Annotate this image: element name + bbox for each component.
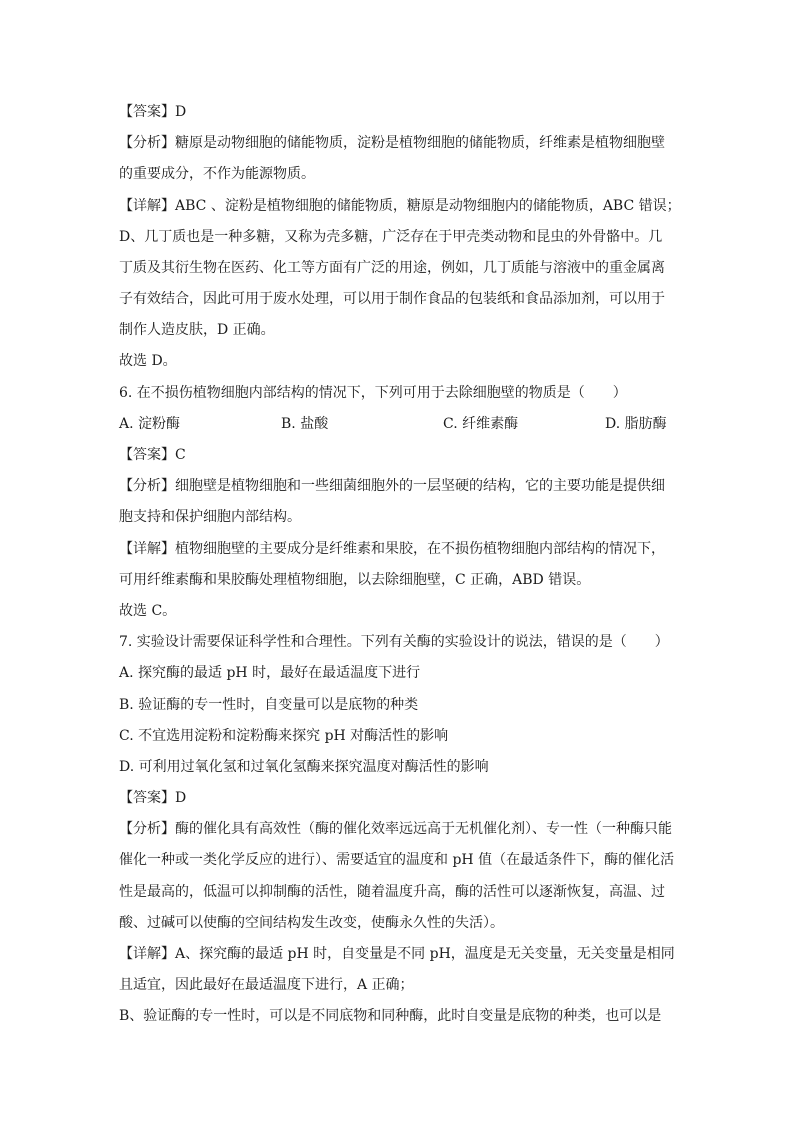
question-6-options [119,414,679,434]
question-6-stem: 6. 在不损伤植物细胞内部结构的情况下，下列可用于去除细胞壁的物质是（ ） [119,385,627,401]
option-d: D. 脂肪酶 [605,416,667,432]
text-line: 催化一种或一类化学反应的进行）、需要适宜的温度和 pH 值（在最适条件下，酶的催化活 [119,852,675,868]
option-d: D. 可利用过氧化氢和过氧化氢酶来探究温度对酶活性的影响 [119,759,489,775]
text-line: 丁质及其衍生物在医药、化工等方面有广泛的用途，例如，几丁质能与溶液中的重金属离 [119,260,665,276]
answer-line: 【答案】D [119,790,187,806]
text-line: 的重要成分，不作为能源物质。 [119,166,315,182]
analysis-line: 【分析】酶的催化具有高效性（酶的催化效率远远高于无机催化剂）、专一性（一种酶只能 [119,821,672,837]
answer-line: 【答案】D [119,104,187,120]
text-line: B、验证酶的专一性时，可以是不同底物和同种酶，此时自变量是底物的种类，也可以是 [119,1008,662,1024]
conclusion-line: 故选 C。 [119,603,177,619]
text-line: D、几丁质也是一种多糖，又称为壳多糖，广泛存在于甲壳类动物和昆虫的外骨骼中。几 [119,229,663,245]
analysis-line: 【分析】细胞壁是植物细胞和一些细菌细胞外的一层坚硬的结构，它的主要功能是提供细 [119,478,665,494]
option-b: B. 验证酶的专一性时，自变量可以是底物的种类 [119,697,419,713]
text-line: 胞支持和保护细胞内部结构。 [119,509,301,525]
option-a: A. 探究酶的最适 pH 时，最好在最适温度下进行 [119,665,421,681]
text-line: 子有效结合，因此可用于废水处理，可以用于制作食品的包装纸和食品添加剂，可以用于 [119,291,665,307]
answer-line: 【答案】C [119,447,186,463]
text-line: 可用纤维素酶和果胶酶处理植物细胞，以去除细胞壁，C 正确，ABD 错误。 [119,572,591,588]
option-b: B. 盐酸 [281,416,329,432]
text-line: 且适宜，因此最好在最适温度下进行，A 正确； [119,977,414,993]
analysis-line: 【分析】糖原是动物细胞的储能物质，淀粉是植物细胞的储能物质，纤维素是植物细胞壁 [119,135,665,151]
question-7-stem: 7. 实验设计需要保证科学性和合理性。下列有关酶的实验设计的说法，错误的是（ ） [119,634,669,650]
text-line: 制作人造皮肤，D 正确。 [119,322,275,338]
conclusion-line: 故选 D。 [119,353,177,369]
text-line: 性是最高的，低温可以抑制酶的活性，随着温度升高，酶的活性可以逐渐恢复，高温、过 [119,884,665,900]
option-c: C. 不宜选用淀粉和淀粉酶来探究 pH 对酶活性的影响 [119,728,449,744]
explanation-line: 【详解】A、探究酶的最适 pH 时，自变量是不同 pH，温度是无关变量，无关变量是相同 [119,946,675,962]
explanation-line: 【详解】植物细胞壁的主要成分是纤维素和果胶，在不损伤植物细胞内部结构的情况下， [119,541,665,557]
option-a: A. 淀粉酶 [119,416,181,432]
explanation-line: 【详解】ABC 、淀粉是植物细胞的储能物质，糖原是动物细胞内的储能物质，ABC 错误； [119,198,681,214]
option-c: C. 纤维素酶 [443,416,519,432]
text-line: 酸、过碱可以使酶的空间结构发生改变，使酶永久性的失活）。 [119,915,504,931]
